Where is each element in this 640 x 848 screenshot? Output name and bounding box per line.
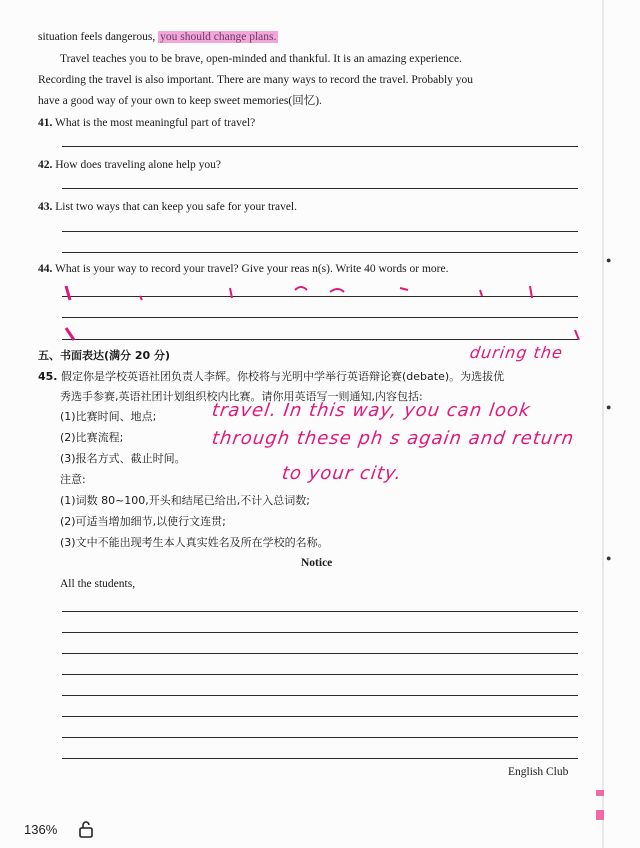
question-43: 43. List two ways that can keep you safe for your travel. [38,201,297,213]
question-42: 42. How does traveling alone help you? [38,159,221,171]
margin-mark: ● [606,553,612,563]
writing-line [62,737,578,738]
handwriting-line-2: travel. In this way, you can look [210,400,532,421]
writing-line [62,758,578,759]
requirement-1: (1)比赛时间、地点; [60,410,157,423]
note-2: (2)可适当增加细节,以使行文连贯; [60,515,226,528]
writing-line [62,653,578,654]
salutation: All the students, [60,578,136,590]
passage-line-1: situation feels dangerous, you should change plans. [38,31,277,43]
note-label: 注意: [60,473,86,486]
answer-line [62,252,578,253]
requirement-3: (3)报名方式、截止时间。 [60,452,186,465]
handwritten-scribble [60,278,600,348]
highlighted-text: you should change plans. [160,31,277,43]
margin-mark: ● [606,402,612,412]
page-edge [602,0,604,848]
writing-line [62,611,578,612]
writing-line [62,716,578,717]
question-45-cont: 秀选手参赛,英语社团计划组织校内比赛。请你用英语写一则通知,内容包括: [60,390,423,403]
question-45: 45. 假定你是学校英语社团负责人李辉。你校将与光明中学举行英语辩论赛(debate)。为选拔优 [38,370,505,383]
answer-line [62,231,578,232]
zoom-level: 136% [24,822,58,837]
question-44: 44. What is your way to record your travel? Give your reas n(s). Write 40 words or more. [38,263,449,275]
note-3: (3)文中不能出现考生本人真实姓名及所在学校的名称。 [60,536,329,549]
unlock-icon[interactable] [78,820,94,838]
writing-line [62,695,578,696]
signature: English Club [508,766,569,778]
note-1: (1)词数 80~100,开头和结尾已给出,不计入总词数; [60,494,310,507]
handwriting-line-1: during the [468,343,565,362]
writing-line [62,632,578,633]
passage-line-2: Travel teaches you to be brave, open-minded and thankful. It is an amazing experience. [60,53,462,65]
handwriting-line-3: through these ph s again and return [210,428,576,449]
requirement-2: (2)比赛流程; [60,431,124,444]
question-41: 41. What is the most meaningful part of travel? [38,117,256,129]
answer-line [62,188,578,189]
passage-line-3: Recording the travel is also important. There are many ways to record the travel. Probably you [38,74,474,86]
answer-line [62,146,578,147]
section-title: 五、书面表达(满分 20 分) [38,349,171,362]
pink-mark [596,810,604,820]
margin-mark: ● [606,255,612,265]
passage-line-4: have a good way of your own to keep sweet memories(回忆). [38,95,322,107]
pink-mark [596,790,604,796]
notice-title: Notice [301,557,333,569]
writing-line [62,674,578,675]
handwriting-line-4: to your city. [280,463,404,484]
